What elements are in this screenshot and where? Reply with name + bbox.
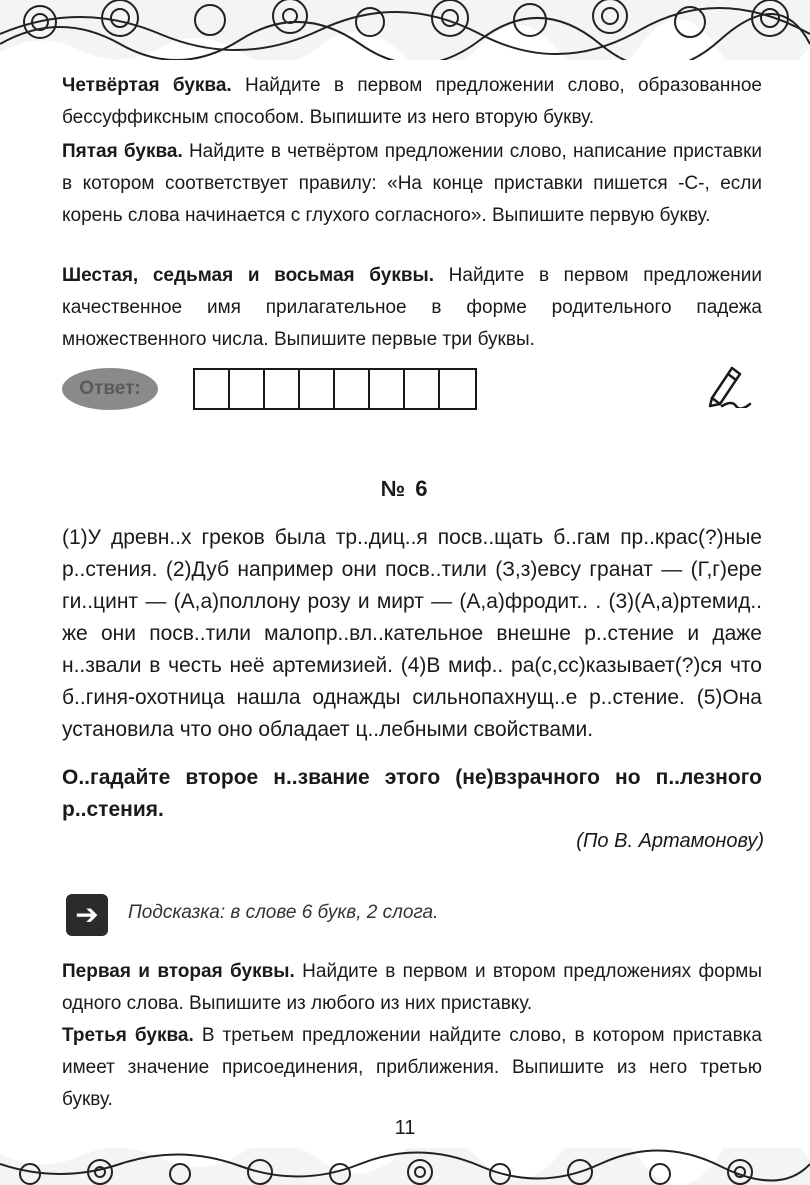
fifth-letter-text: Найдите в четвёртом предложении слово, написание приставки в котором соответствует правилу: «На конце приставки пишется -С-, если корень слова начинается с глухого согласного». Выпишите первую букву. [62,141,762,226]
answer-cell[interactable] [195,370,230,408]
answer-cells [193,368,477,410]
instruction-third-letter [62,1020,762,1116]
fourth-letter-text: Найдите в первом предложении слово, образованное бессуффиксным способом. Выпишите из него вторую букву. [62,75,762,128]
top-ornament-border [0,0,810,60]
answer-cell[interactable] [335,370,370,408]
hint-row [66,894,766,938]
answer-cell[interactable] [230,370,265,408]
fifth-letter-lead: Пятая буква. [62,141,183,162]
task-number: № 6 [380,476,430,501]
instruction-fifth-letter [62,136,762,232]
answer-row [62,362,762,414]
fourth-letter-lead: Четвёртая буква. [62,75,232,96]
sixth-letter-text: Найдите в первом предложении качественное имя прилагательное в форме родительного падежа множественного числа. Выпишите первые три буквы. [62,265,762,350]
answer-cell[interactable] [265,370,300,408]
sixth-letter-lead: Шестая, седьмая и восьмая буквы. [62,265,435,286]
task-question: О..гадайте второе н..звание этого (не)взрачного но п..лезного р..стения. [62,766,762,821]
arrow-right-icon: ➔ [66,894,108,936]
answer-cell[interactable] [300,370,335,408]
instruction-sixth-to-eighth-letters [62,260,762,356]
page-number: 11 [394,1117,416,1139]
third-letter-lead: Третья буква. [62,1025,194,1046]
first-letter-lead: Первая и вторая буквы. [62,961,295,982]
task-text: (1)У древн..х греков была тр..диц..я посв..щать б..гам пр..крас(?)ные р..стения. (2)Дуб например они посв..тили (З,з)евсу гранат — (Г,г)ере ги..цинт — (А,а)поллону розу и мирт — (А,а)фродит.. . (3)(А,а)ртемид.. же они посв..тили малопр..вл..кательное внешне р..стение и даже н..звали в честь неё артемизией. (4)В миф.. ра(с,сс)казывает(?)ся что б..гиня-охотница нашла однажды сильнопахнущ..е р..стение. (5)Она установила что оно обладает ц..лебными свойствами. [62,526,762,741]
hint-text: Подсказка: в слове 6 букв, 2 слога. [128,902,439,923]
answer-cell[interactable] [440,370,475,408]
answer-badge: Ответ: [62,368,158,410]
text-source: (По В. Артамонову) [576,830,764,852]
third-letter-text: В третьем предложении найдите слово, в котором приставка имеет значение присоединения, приближения. Выпишите из него третью букву. [62,1025,762,1110]
instruction-fourth-letter [62,70,762,134]
pencil-icon [702,362,752,408]
answer-cell[interactable] [370,370,405,408]
answer-cell[interactable] [405,370,440,408]
first-letter-text: Найдите в первом и втором предложениях формы одного слова. Выпишите из любого из них приставку. [62,961,762,1014]
bottom-ornament-border [0,1148,810,1185]
instruction-first-second-letters [62,956,762,1020]
